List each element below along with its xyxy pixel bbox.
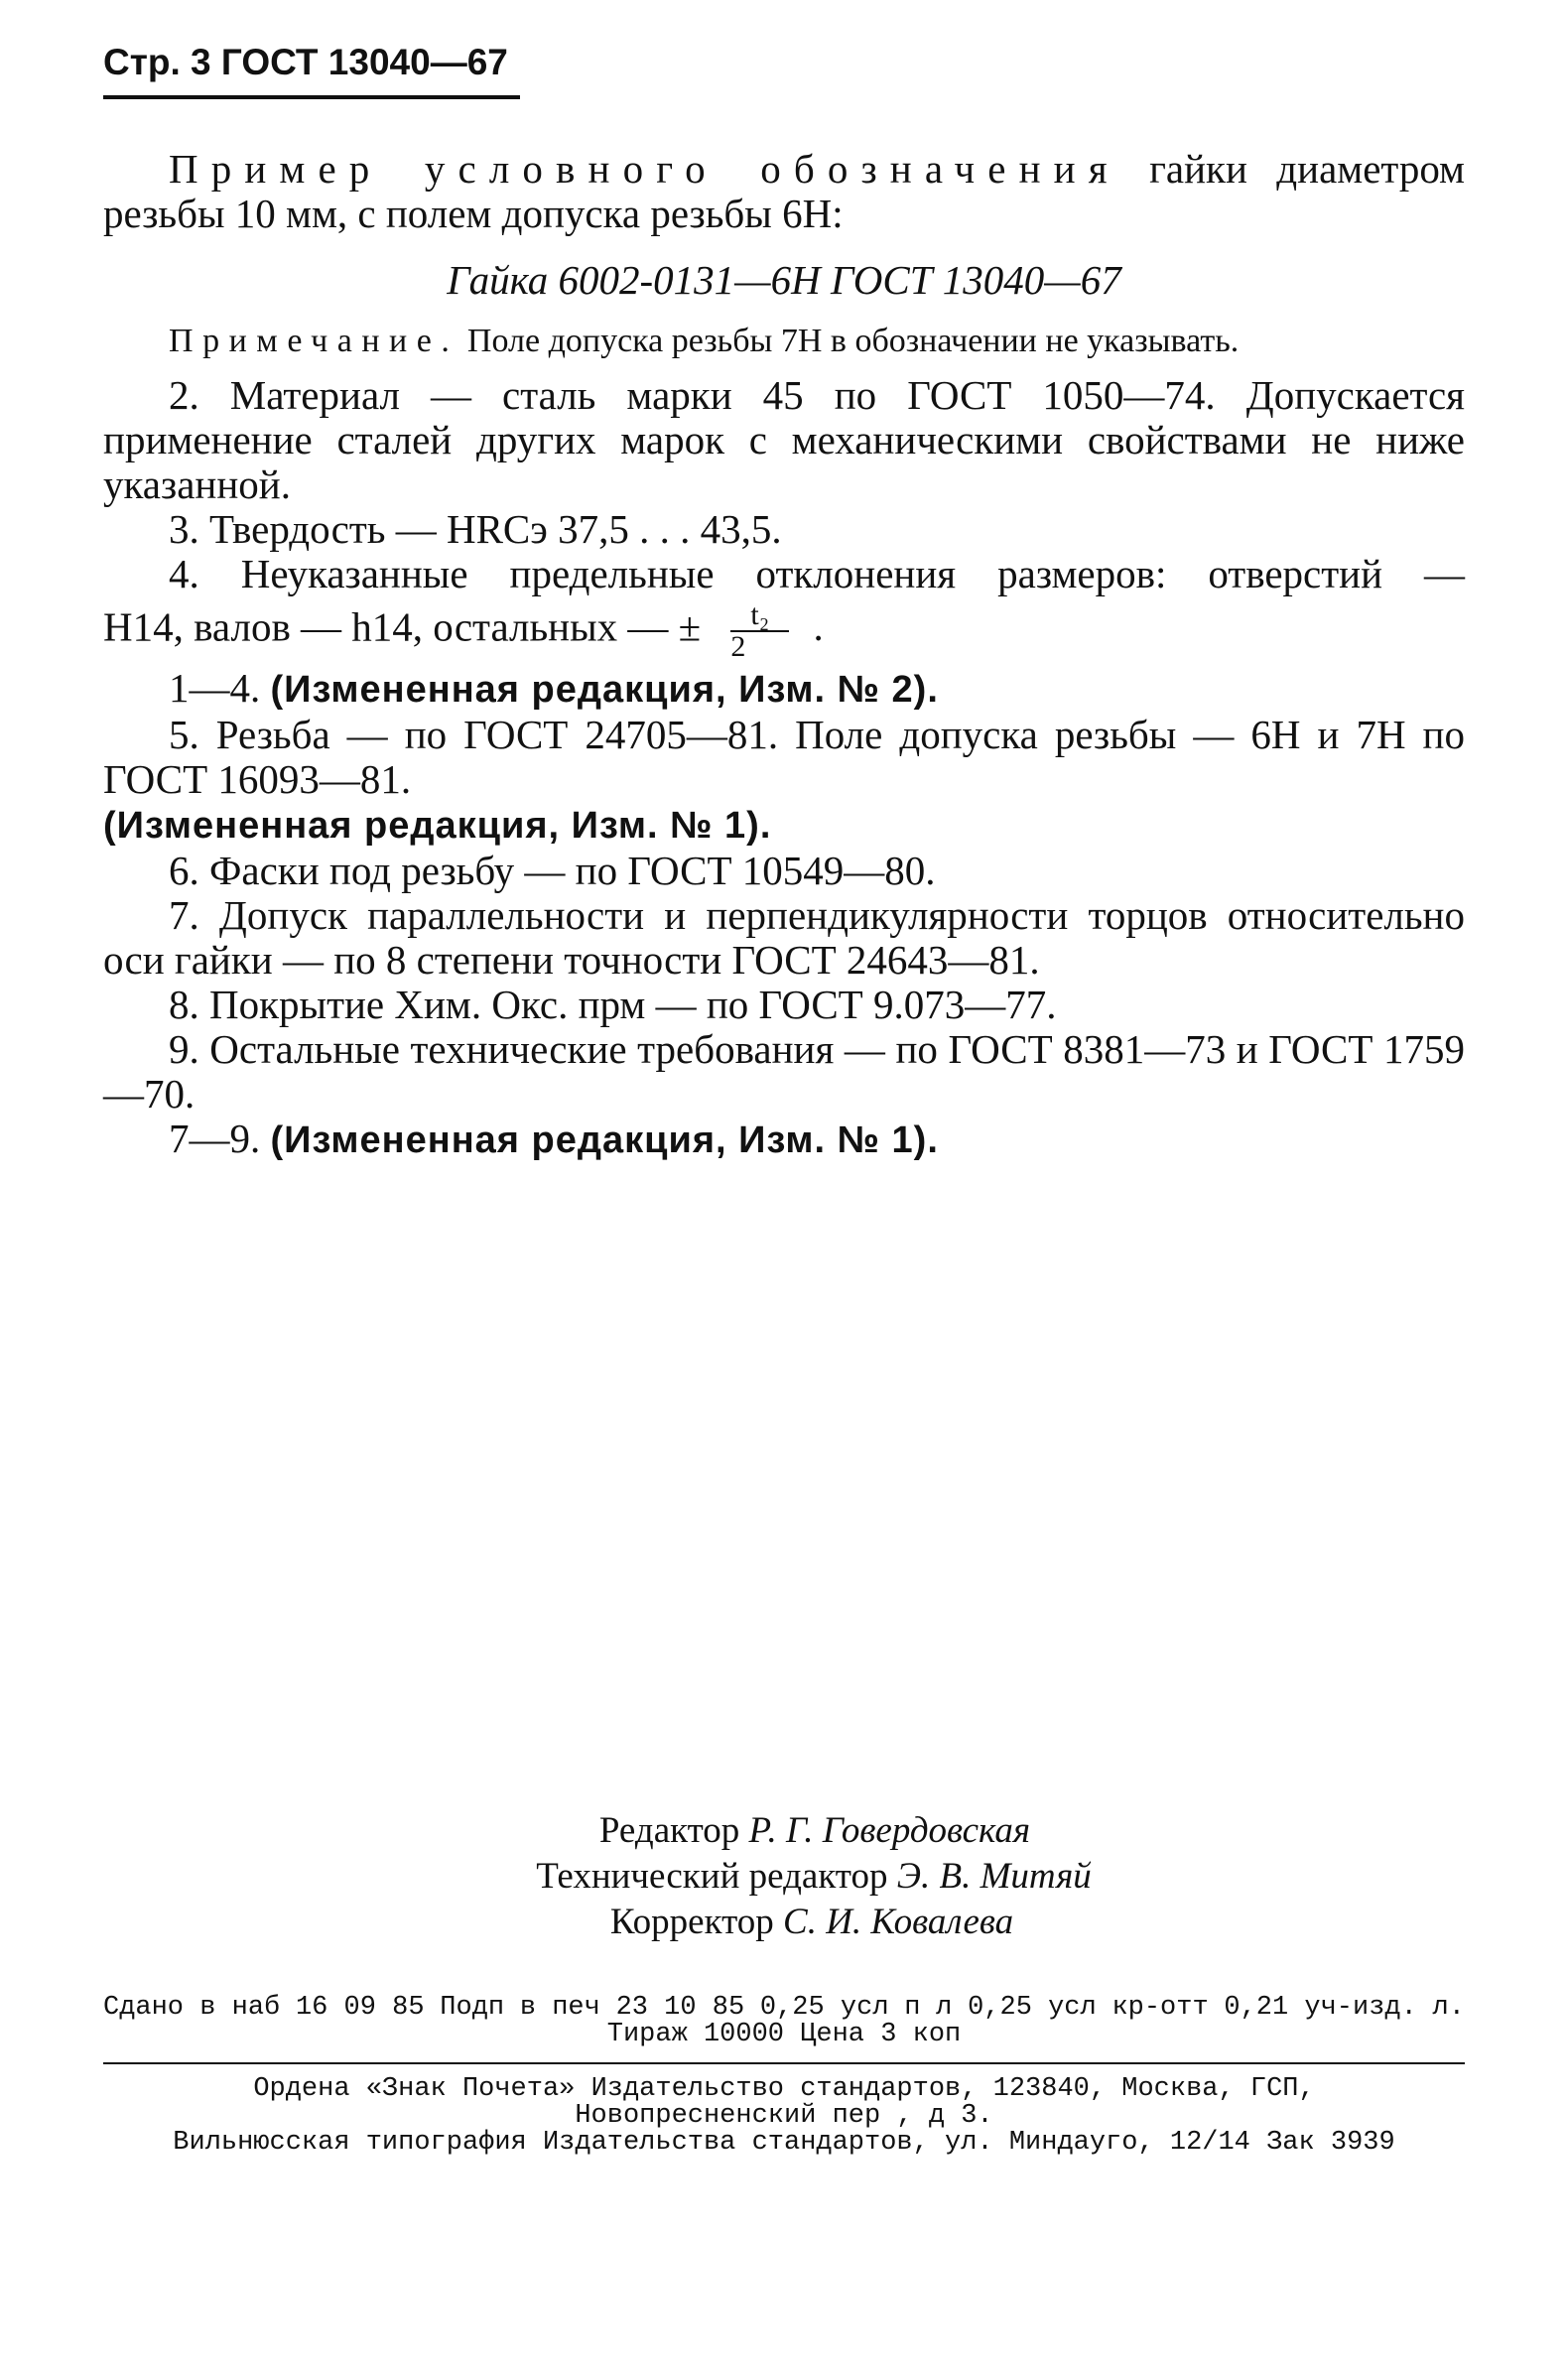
corrector-name: С. И. Ковалева <box>783 1902 1014 1942</box>
publisher-line2: Новопресненский пер , д 3. <box>575 2101 993 2131</box>
print-info-3: в печ <box>519 1993 600 2023</box>
note-text: Поле допуска резьбы 7Н в обозначении не указывать. <box>466 323 1240 359</box>
circulation-line: Тираж 10000 Цена 3 коп <box>606 2020 962 2049</box>
print-info-11: л. <box>1432 1993 1465 2023</box>
designation-example: Гайка 6002-0131—6Н ГОСТ 13040—67 <box>447 257 1121 303</box>
header-rule <box>103 95 520 99</box>
item-9: 9. Остальные технические требования — по ГОСТ 8381—73 и ГОСТ 1759—70. <box>103 1026 1465 1117</box>
document-body <box>103 147 1465 1163</box>
amendment-7-9 <box>103 1117 1465 1163</box>
print-info-5: 0,25 усл <box>759 1993 889 2023</box>
amendment-5-text: (Измененная редакция, Изм. № 1). <box>103 805 772 847</box>
print-info-7: л <box>936 1993 953 2023</box>
print-info-9: кр-отт <box>1111 1993 1209 2023</box>
tech-editor-line <box>0 1854 1568 1900</box>
print-info-6: п <box>904 1993 921 2023</box>
footer-rule <box>103 2062 1465 2064</box>
amendment-1-4-number: 1—4. <box>169 665 261 711</box>
print-info-8: 0,25 усл <box>968 1993 1097 2023</box>
fraction-denominator: 2 <box>730 630 746 663</box>
imprint-footer <box>103 1995 1465 2157</box>
editor-name: Р. Г. Говердовская <box>748 1810 1031 1851</box>
fraction-t2-over-2 <box>730 600 789 662</box>
amendment-1-4-text: (Измененная редакция, Изм. № 2). <box>270 669 939 711</box>
item-5: 5. Резьба — по ГОСТ 24705—81. Поле допуска резьбы — 6H и 7H по ГОСТ 16093—81. <box>103 712 1465 802</box>
amendment-1-4 <box>103 666 1465 713</box>
example-intro-rest: гайки диаметром <box>1149 146 1466 192</box>
fraction-numerator: t₂ <box>730 600 789 632</box>
print-info-line <box>103 1995 1465 2022</box>
amendment-7-9-number: 7—9. <box>169 1116 261 1161</box>
print-info-1: 16 09 85 <box>295 1993 425 2023</box>
editor-line <box>0 1808 1568 1854</box>
item-6: 6. Фаски под резьбу — по ГОСТ 10549—80. <box>169 848 936 893</box>
amendment-5 <box>103 802 1465 849</box>
print-info-0: Сдано в наб <box>103 1993 281 2023</box>
editor-role: Редактор <box>598 1810 740 1851</box>
publisher-line1: Ордена «Знак Почета» Издательство стандартов, 123840, Москва, ГСП, <box>253 2074 1315 2104</box>
example-intro-spaced: Пример условного обозначения <box>169 146 1120 192</box>
corrector-role: Корректор <box>609 1902 774 1942</box>
example-intro <box>103 147 1465 192</box>
item-3: 3. Твердость — HRCэ 37,5 . . . 43,5. <box>169 506 782 552</box>
printer-line: Вильнюсская типография Издательства стандартов, ул. Миндауго, 12/14 Зак 3939 <box>173 2128 1395 2158</box>
amendment-7-9-text: (Измененная редакция, Изм. № 1). <box>270 1119 939 1161</box>
note <box>103 319 1465 363</box>
tech-editor-role: Технический редактор <box>536 1856 888 1897</box>
page-header: Стр. 3 ГОСТ 13040—67 <box>103 42 508 82</box>
corrector-line <box>0 1900 1568 1945</box>
item-4-line2 <box>103 600 1465 662</box>
note-label: Примечание. <box>169 323 459 359</box>
print-info-4: 23 10 85 <box>615 1993 745 2023</box>
item-4-end: . <box>813 603 824 650</box>
print-info-10: 0,21 уч-изд. <box>1224 1993 1417 2023</box>
item-4-line1: 4. Неуказанные предельные отклонения размеров: отверстий — <box>169 551 1465 596</box>
item-4-tolerances: H14, валов — h14, остальных — ± <box>103 603 702 650</box>
item-7: 7. Допуск параллельности и перпендикулярности торцов относительно оси гайки — по 8 степени точности ГОСТ 24643—81. <box>103 892 1465 983</box>
item-8: 8. Покрытие Хим. Окс. прм — по ГОСТ 9.073—77. <box>169 982 1057 1027</box>
item-2: 2. Материал — сталь марки 45 по ГОСТ 1050—74. Допускается применение сталей других марок с механическими свойствами не ниже указанной. <box>103 372 1465 507</box>
example-intro-line2: резьбы 10 мм, с полем допуска резьбы 6Н: <box>103 191 844 236</box>
tech-editor-name: Э. В. Митяй <box>896 1856 1092 1897</box>
editorial-credits <box>0 1808 1568 1945</box>
print-info-2: Подп <box>440 1993 505 2023</box>
